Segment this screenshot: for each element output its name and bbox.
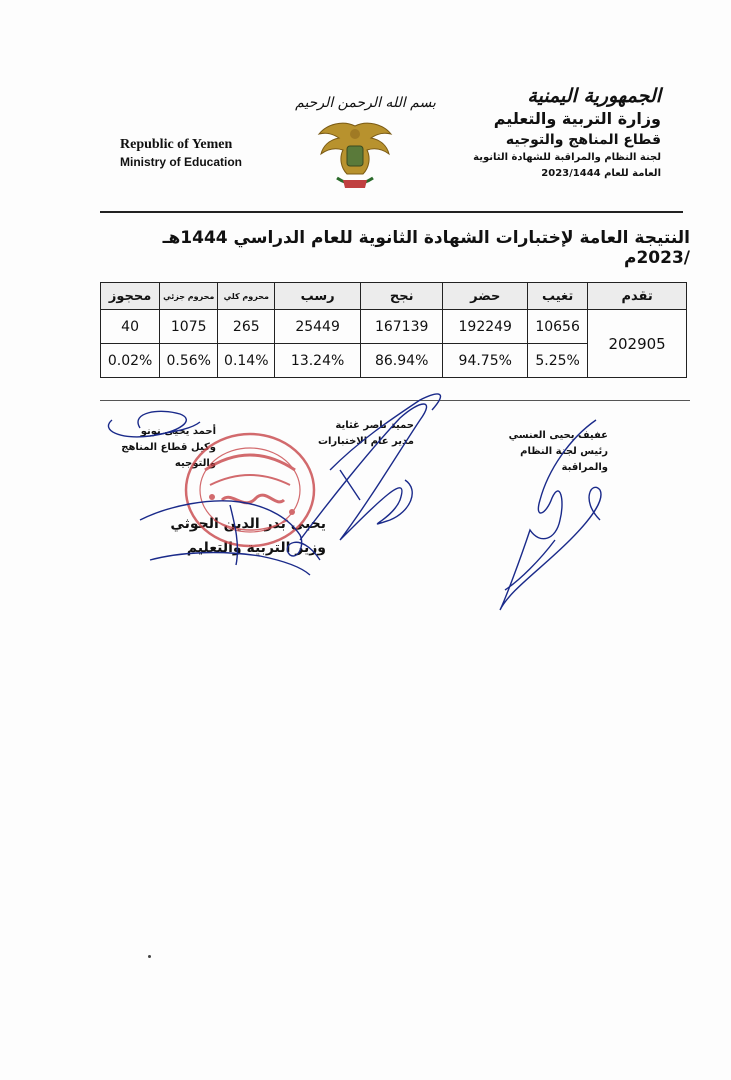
cell-present-count: 192249 <box>443 310 528 344</box>
letterhead-republic: الجمهورية اليمنية <box>527 85 661 107</box>
letterhead-ministry-en: Ministry of Education <box>120 155 243 169</box>
english-letterhead <box>120 136 280 170</box>
header-cell-fully-barred: محروم كلي <box>218 283 275 310</box>
cell-passed-count: 167139 <box>360 310 443 344</box>
letterhead-republic-en: Republic of Yemen <box>120 137 233 152</box>
letterhead-year: العامة للعام 2023/1444 <box>541 168 661 179</box>
signatory-role: وزير التربية والتعليم <box>186 540 326 556</box>
cell-failed-percent: 13.24% <box>275 344 361 378</box>
letterhead-committee: لجنة النظام والمراقبة للشهادة الثانوية <box>473 152 661 163</box>
signatory-role: رئيس لجنة النظام والمراقبة <box>520 446 608 473</box>
signatory-name: عفيف يحيى العنسي <box>508 430 608 441</box>
table-bottom-line <box>100 400 690 401</box>
signatory-role: مدير عام الاختبارات <box>317 436 414 447</box>
results-table <box>100 282 687 378</box>
cell-present-percent: 94.75% <box>443 344 528 378</box>
signature-block-minister <box>146 512 326 560</box>
letterhead-sector: قطاع المناهج والتوجيه <box>505 132 661 148</box>
header-divider <box>100 211 683 213</box>
signature-block-committee-head <box>488 428 608 476</box>
cell-fully-barred-percent: 0.14% <box>218 344 275 378</box>
signature-block-exams-director <box>296 418 414 450</box>
arabic-letterhead <box>461 84 661 182</box>
cell-partially-barred-percent: 0.56% <box>160 344 218 378</box>
cell-partially-barred-count: 1075 <box>160 310 218 344</box>
header-cell-absent: تغيب <box>528 283 588 310</box>
cell-withheld-count: 40 <box>101 310 160 344</box>
cell-applied-total: 202905 <box>588 310 687 378</box>
speck <box>148 955 151 958</box>
cell-passed-percent: 86.94% <box>360 344 443 378</box>
cell-withheld-percent: 0.02% <box>101 344 160 378</box>
table-header-row <box>101 283 687 310</box>
header-cell-failed: رسب <box>275 283 361 310</box>
cell-failed-count: 25449 <box>275 310 361 344</box>
signatory-role: وكيل قطاع المناهج والتوجيه <box>121 442 216 469</box>
table-row-counts <box>101 310 687 344</box>
eagle-emblem-icon <box>313 118 397 198</box>
cell-absent-count: 10656 <box>528 310 588 344</box>
signatory-name: حميد ناصر غثاية <box>335 420 414 431</box>
document-title: النتيجة العامة لإختبارات الشهادة الثانوية للعام الدراسي 1444هـ /2023م <box>162 228 690 268</box>
letterhead-ministry: وزارة التربية والتعليم <box>493 109 661 128</box>
signatory-name: يحيى بدر الدين الحوثي <box>170 516 326 532</box>
header-cell-withheld: محجوز <box>101 283 160 310</box>
header-cell-applied: تقدم <box>588 283 687 310</box>
signatory-name: أحمد يحيى نونو <box>140 426 216 437</box>
header-cell-present: حضر <box>443 283 528 310</box>
header-cell-partially-barred: محروم جزئي <box>160 283 218 310</box>
signature-block-sector-deputy <box>100 424 216 472</box>
basmala: بسم الله الرحمن الرحيم <box>295 95 436 111</box>
cell-fully-barred-count: 265 <box>218 310 275 344</box>
cell-absent-percent: 5.25% <box>528 344 588 378</box>
header-cell-passed: نجح <box>360 283 443 310</box>
